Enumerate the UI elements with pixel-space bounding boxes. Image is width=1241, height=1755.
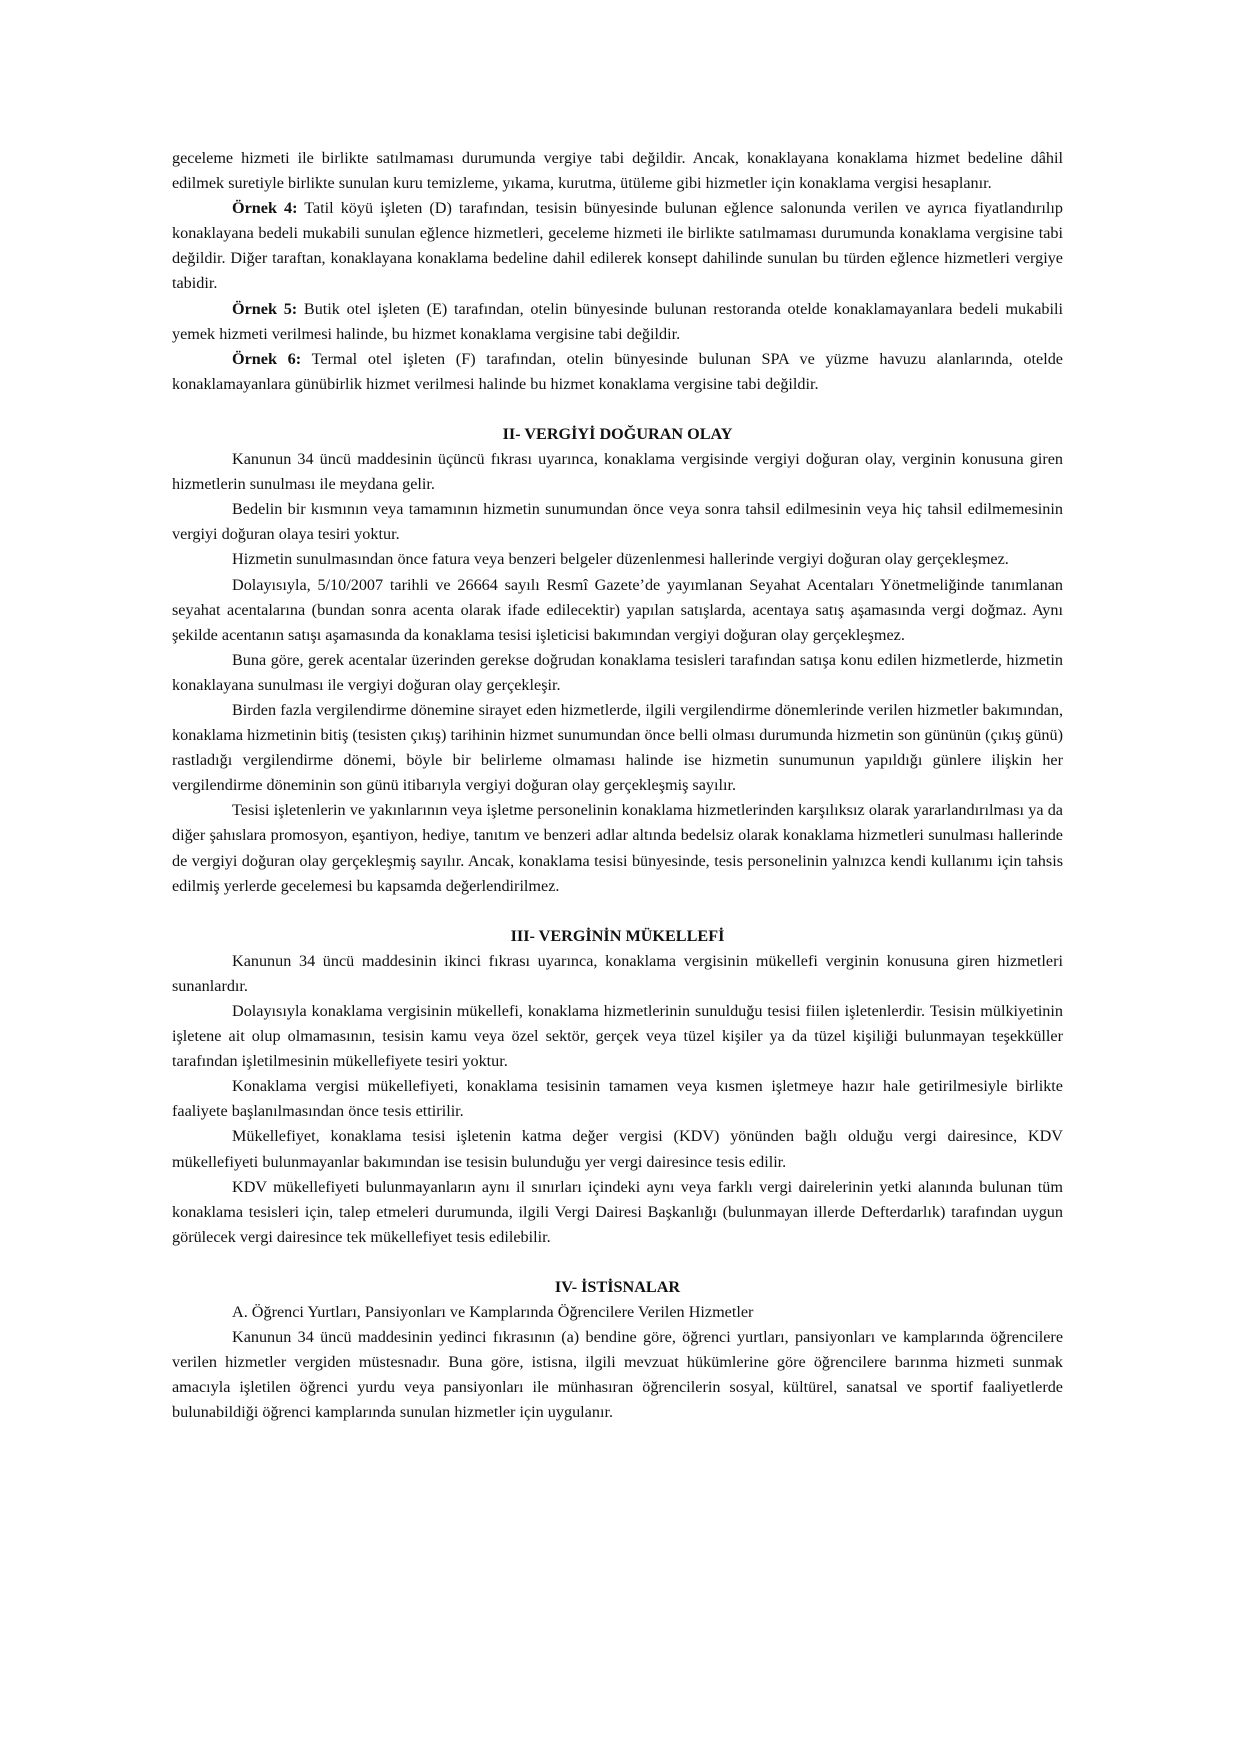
document-page [172,146,1063,1426]
section-heading-exemptions: IV- İSTİSNALAR [554,1277,681,1296]
subsection-heading: A. Öğrenci Yurtları, Pansiyonları ve Kamplarında Öğrencilere Verilen Hizmetler [232,1303,754,1322]
continuation-paragraph: geceleme hizmeti ile birlikte satılmaması durumunda vergiye tabi değildir. Ancak, konaklayana konaklama hizmet bedeline dâhil edilmek suretiyle birlikte sunulan kuru temizleme, yıkama, kurutma, ütüleme gibi hizmetler için konaklama vergisi hesaplanır. [172,149,1063,193]
paragraph: Dolayısıyla konaklama vergisinin mükellefi, konaklama hizmetlerinin sunulduğu tesisi fiilen işletenlerdir. Tesisin mülkiyetinin işletene ait olup olmamasının, tesisin kamu veya özel sektör, gerçek veya tüzel kişiler ya da tüzel kişiliği bulunmayan teşekküller tarafından işletilmesinin mükellefiyete tesiri yoktur. [172,1002,1063,1071]
paragraph: Mükellefiyet, konaklama tesisi işletenin katma değer vergisi (KDV) yönünden bağlı olduğu vergi dairesince, KDV mükellefiyeti bulunmayanlar bakımından ise tesisin bulunduğu yer vergi dairesince tesis edilir. [172,1127,1063,1171]
example-text: Tatil köyü işleten (D) tarafından, tesisin bünyesinde bulunan eğlence salonunda verilen ve ayrıca fiyatlandırılıp konaklayana bedeli mukabili sunulan eğlence hizmetleri, geceleme hizmeti ile birlikte satılmaması durumunda konaklama vergisine tabi değildir. Diğer taraftan, konaklayana konaklama bedeline dahil edilerek konsept dahilinde sunulan bu türden eğlence hizmetleri vergiye tabidir. [172,199,1063,293]
section-spacer [172,899,1063,924]
example-5 [172,297,1063,347]
paragraph: Kanunun 34 üncü maddesinin üçüncü fıkrası uyarınca, konaklama vergisinde vergiyi doğuran olay, verginin konusuna giren hizmetlerin sunulması ile meydana gelir. [172,450,1063,494]
example-text: Butik otel işleten (E) tarafından, otelin bünyesinde bulunan restoranda otelde konaklamayanlara bedeli mukabili yemek hizmeti verilmesi halinde, bu hizmet konaklama vergisine tabi değildir. [172,299,1063,343]
paragraph: Kanunun 34 üncü maddesinin ikinci fıkrası uyarınca, konaklama vergisinin mükellefi verginin konusuna giren hizmetleri sunanlardır. [172,951,1063,995]
example-6 [172,347,1063,397]
example-label: Örnek 5: [232,299,298,318]
section-spacer [172,1250,1063,1275]
section-heading-taxable-event: II- VERGİYİ DOĞURAN OLAY [502,424,733,443]
example-text: Termal otel işleten (F) tarafından, otelin bünyesinde bulunan SPA ve yüzme havuzu alanlarında, otelde konaklamayanlara günübirlik hizmet verilmesi halinde bu hizmet konaklama vergisine tabi değildir. [172,349,1063,393]
paragraph: Tesisi işletenlerin ve yakınlarının veya işletme personelinin konaklama hizmetlerinden karşılıksız olarak yararlandırılması ya da diğer şahıslara promosyon, eşantiyon, hediye, tanıtım ve benzeri adlar altında bedelsiz olarak konaklama hizmetleri sunulması hallerinde de vergiyi doğuran olay gerçekleşmiş sayılır. Ancak, konaklama tesisi bünyesinde, tesis personelinin yalnızca kendi kullanımı için tahsis edilmiş yerlerde gecelemesi bu kapsamda değerlendirilmez. [172,801,1063,895]
example-4 [172,196,1063,296]
paragraph: Hizmetin sunulmasından önce fatura veya benzeri belgeler düzenlenmesi hallerinde vergiyi doğuran olay gerçekleşmez. [232,550,1009,569]
section-heading-taxpayer: III- VERGİNİN MÜKELLEFİ [510,926,725,945]
paragraph: KDV mükellefiyeti bulunmayanların aynı il sınırları içindeki aynı veya farklı vergi dairelerinin yetki alanında bulunan tüm konaklama tesisleri için, talep etmeleri durumunda, ilgili Vergi Dairesi Başkanlığı (bulunmayan illerde Defterdarlık) tarafından uygun görülecek vergi dairesince tek mükellefiyet tesis edilebilir. [172,1177,1063,1246]
paragraph: Buna göre, gerek acentalar üzerinden gerekse doğrudan konaklama tesisleri tarafından satışa konu edilen hizmetlerde, hizmetin konaklayana sunulması ile vergiyi doğuran olay gerçekleşir. [172,650,1063,694]
paragraph: Kanunun 34 üncü maddesinin yedinci fıkrasının (a) bendine göre, öğrenci yurtları, pansiyonları ve kamplarında öğrencilere verilen hizmetler vergiden müstesnadır. Buna göre, istisna, ilgili mevzuat hükümlerine göre öğrencilere barınma hizmeti sunmak amacıyla işletilen öğrenci yurdu veya pansiyonları ile münhasıran öğrencilerin sosyal, kültürel, sanatsal ve sportif faaliyetlerde bulunabildiği öğrenci kamplarında sunulan hizmetler için uygulanır. [172,1328,1063,1422]
paragraph: Bedelin bir kısmının veya tamamının hizmetin sunumundan önce veya sonra tahsil edilmesinin veya hiç tahsil edilmemesinin vergiyi doğuran olaya tesiri yoktur. [172,500,1063,544]
example-label: Örnek 6: [232,349,302,368]
paragraph: Birden fazla vergilendirme dönemine sirayet eden hizmetlerde, ilgili vergilendirme dönemlerinde verilen hizmetler bakımından, konaklama hizmetinin bitiş (tesisten çıkış) tarihinin hizmet sunumundan önce belli olması durumunda hizmetin son gününün (çıkış günü) rastladığı vergilendirme dönemi, böyle bir belirleme olmaması halinde ise hizmetin sunumunun yapıldığı günlere ilişkin her vergilendirme döneminin son günü itibarıyla vergiyi doğuran olay gerçekleşmiş sayılır. [172,700,1063,795]
paragraph: Konaklama vergisi mükellefiyeti, konaklama tesisinin tamamen veya kısmen işletmeye hazır hale getirilmesiyle birlikte faaliyete başlanılmasından önce tesis ettirilir. [172,1077,1063,1121]
example-label: Örnek 4: [232,199,298,218]
paragraph: Dolayısıyla, 5/10/2007 tarihli ve 26664 sayılı Resmî Gazete’de yayımlanan Seyahat Acentaları Yönetmeliğinde tanımlanan seyahat acentalarına (bundan sonra acenta olarak ifade edilecektir) yapılan satışlarda, acentaya satış aşamasında vergi doğmaz. Aynı şekilde acentanın satışı aşamasında da konaklama tesisi işleticisi bakımından vergiyi doğuran olay gerçekleşmez. [172,575,1063,644]
section-spacer [172,397,1063,422]
